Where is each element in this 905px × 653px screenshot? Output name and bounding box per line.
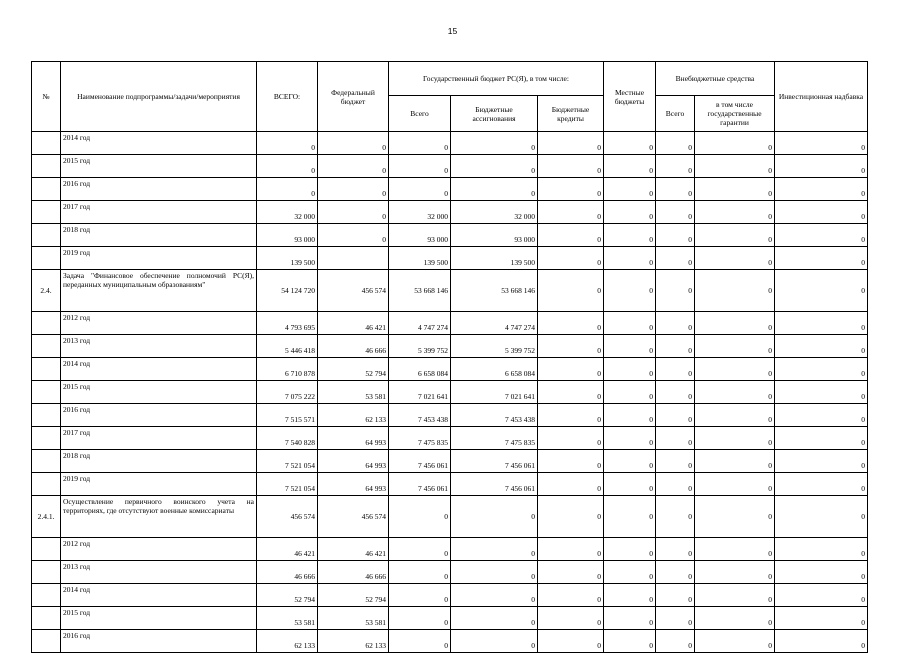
cell-state-credit: 0 — [538, 450, 604, 473]
cell-state-assign: 4 747 274 — [451, 312, 538, 335]
cell-extra-guar: 0 — [695, 607, 775, 630]
cell-local: 0 — [604, 381, 656, 404]
cell-total: 7 515 571 — [257, 404, 318, 427]
cell-total: 46 666 — [257, 561, 318, 584]
row-name-cell: 2012 год — [61, 538, 257, 561]
cell-state-credit: 0 — [538, 427, 604, 450]
cell-state-all: 0 — [389, 178, 451, 201]
cell-state-assign: 0 — [451, 132, 538, 155]
page-number: 15 — [447, 26, 458, 36]
cell-extra-all: 0 — [656, 270, 695, 312]
cell-extra-all: 0 — [656, 381, 695, 404]
table-row — [32, 132, 868, 155]
row-name-cell: 2019 год — [61, 473, 257, 496]
header-extra-all: Всего — [656, 96, 695, 132]
cell-extra-all: 0 — [656, 224, 695, 247]
cell-federal: 0 — [318, 201, 389, 224]
cell-state-credit: 0 — [538, 630, 604, 653]
cell-local: 0 — [604, 358, 656, 381]
cell-federal: 52 794 — [318, 584, 389, 607]
table-row — [32, 561, 868, 584]
cell-state-assign: 0 — [451, 561, 538, 584]
cell-total: 6 710 878 — [257, 358, 318, 381]
table-row — [32, 607, 868, 630]
cell-federal: 46 421 — [318, 312, 389, 335]
cell-state-credit: 0 — [538, 404, 604, 427]
cell-total: 93 000 — [257, 224, 318, 247]
cell-state-credit: 0 — [538, 224, 604, 247]
cell-federal: 46 666 — [318, 335, 389, 358]
cell-total: 7 540 828 — [257, 427, 318, 450]
cell-total: 7 075 222 — [257, 381, 318, 404]
cell-federal: 46 421 — [318, 538, 389, 561]
cell-state-credit: 0 — [538, 335, 604, 358]
cell-state-assign: 6 658 084 — [451, 358, 538, 381]
cell-state-credit: 0 — [538, 561, 604, 584]
header-extra-group: Внебюджетные средства — [656, 62, 775, 96]
cell-state-credit: 0 — [538, 538, 604, 561]
cell-local: 0 — [604, 155, 656, 178]
cell-state-all: 0 — [389, 538, 451, 561]
cell-invest: 0 — [775, 427, 868, 450]
row-name-cell: 2015 год — [61, 607, 257, 630]
table-row — [32, 247, 868, 270]
cell-extra-guar: 0 — [695, 335, 775, 358]
cell-state-assign: 0 — [451, 155, 538, 178]
cell-total: 54 124 720 — [257, 270, 318, 312]
header-local: Местные бюджеты — [604, 62, 656, 132]
row-number-cell — [32, 335, 61, 358]
row-number-cell — [32, 404, 61, 427]
cell-state-all: 53 668 146 — [389, 270, 451, 312]
row-name-cell: 2015 год — [61, 155, 257, 178]
cell-state-assign: 139 500 — [451, 247, 538, 270]
cell-invest: 0 — [775, 584, 868, 607]
cell-total: 7 521 054 — [257, 473, 318, 496]
cell-local: 0 — [604, 224, 656, 247]
cell-federal: 456 574 — [318, 496, 389, 538]
cell-total: 62 133 — [257, 630, 318, 653]
table-row — [32, 404, 868, 427]
cell-extra-guar: 0 — [695, 178, 775, 201]
cell-federal: 456 574 — [318, 270, 389, 312]
table-row — [32, 381, 868, 404]
cell-invest: 0 — [775, 335, 868, 358]
cell-state-credit: 0 — [538, 201, 604, 224]
header-state-group: Государственный бюджет РС(Я), в том числе: — [389, 62, 604, 96]
cell-local: 0 — [604, 178, 656, 201]
cell-local: 0 — [604, 450, 656, 473]
table-row — [32, 427, 868, 450]
cell-total: 53 581 — [257, 607, 318, 630]
cell-local: 0 — [604, 538, 656, 561]
cell-state-credit: 0 — [538, 270, 604, 312]
table-row — [32, 312, 868, 335]
cell-federal: 64 993 — [318, 450, 389, 473]
cell-total: 46 421 — [257, 538, 318, 561]
cell-extra-all: 0 — [656, 358, 695, 381]
cell-extra-all: 0 — [656, 132, 695, 155]
cell-state-credit: 0 — [538, 312, 604, 335]
cell-state-credit: 0 — [538, 607, 604, 630]
cell-state-all: 6 658 084 — [389, 358, 451, 381]
cell-invest: 0 — [775, 178, 868, 201]
cell-total: 0 — [257, 178, 318, 201]
cell-state-all: 7 456 061 — [389, 473, 451, 496]
cell-extra-guar: 0 — [695, 358, 775, 381]
table-row — [32, 473, 868, 496]
table-row — [32, 335, 868, 358]
cell-federal — [318, 247, 389, 270]
cell-extra-guar: 0 — [695, 270, 775, 312]
cell-state-credit: 0 — [538, 381, 604, 404]
table-row — [32, 155, 868, 178]
row-name-cell: 2017 год — [61, 427, 257, 450]
cell-extra-all: 0 — [656, 178, 695, 201]
cell-extra-all: 0 — [656, 404, 695, 427]
cell-total: 5 446 418 — [257, 335, 318, 358]
cell-total: 52 794 — [257, 584, 318, 607]
cell-state-assign: 7 453 438 — [451, 404, 538, 427]
cell-extra-guar: 0 — [695, 312, 775, 335]
cell-extra-all: 0 — [656, 312, 695, 335]
cell-state-assign: 7 475 835 — [451, 427, 538, 450]
cell-extra-guar: 0 — [695, 630, 775, 653]
table-body — [32, 132, 868, 653]
table-row — [32, 584, 868, 607]
header-name: Наименование подпрограммы/задачи/мероприятия — [61, 62, 257, 132]
cell-state-all: 32 000 — [389, 201, 451, 224]
cell-extra-guar: 0 — [695, 381, 775, 404]
cell-total: 0 — [257, 132, 318, 155]
cell-extra-all: 0 — [656, 496, 695, 538]
header-no: № — [32, 62, 61, 132]
cell-extra-all: 0 — [656, 584, 695, 607]
cell-invest: 0 — [775, 247, 868, 270]
cell-invest: 0 — [775, 473, 868, 496]
cell-local: 0 — [604, 132, 656, 155]
cell-state-assign: 0 — [451, 584, 538, 607]
cell-invest: 0 — [775, 496, 868, 538]
cell-state-all: 7 456 061 — [389, 450, 451, 473]
table-header — [32, 62, 868, 132]
cell-state-assign: 0 — [451, 607, 538, 630]
row-name-cell: 2018 год — [61, 450, 257, 473]
header-state-all: Всего — [389, 96, 451, 132]
row-number-cell — [32, 132, 61, 155]
cell-state-assign: 0 — [451, 630, 538, 653]
cell-federal: 62 133 — [318, 404, 389, 427]
cell-federal: 46 666 — [318, 561, 389, 584]
cell-extra-all: 0 — [656, 335, 695, 358]
cell-state-all: 0 — [389, 630, 451, 653]
header-total: ВСЕГО: — [257, 62, 318, 132]
row-number-cell: 2.4.1. — [32, 496, 61, 538]
cell-extra-all: 0 — [656, 607, 695, 630]
header-extra-guar: в том числе государственные гарантии — [695, 96, 775, 132]
cell-extra-guar: 0 — [695, 561, 775, 584]
row-number-cell — [32, 630, 61, 653]
cell-extra-guar: 0 — [695, 584, 775, 607]
row-number-cell — [32, 607, 61, 630]
cell-federal: 52 794 — [318, 358, 389, 381]
cell-extra-all: 0 — [656, 473, 695, 496]
row-name-cell: 2013 год — [61, 561, 257, 584]
budget-table — [31, 61, 868, 653]
cell-local: 0 — [604, 427, 656, 450]
cell-invest: 0 — [775, 224, 868, 247]
cell-extra-all: 0 — [656, 630, 695, 653]
cell-federal: 0 — [318, 132, 389, 155]
cell-extra-guar: 0 — [695, 201, 775, 224]
cell-state-credit: 0 — [538, 496, 604, 538]
cell-extra-all: 0 — [656, 247, 695, 270]
row-name-cell: 2014 год — [61, 132, 257, 155]
cell-total: 139 500 — [257, 247, 318, 270]
cell-state-credit: 0 — [538, 155, 604, 178]
cell-state-all: 7 021 641 — [389, 381, 451, 404]
table-row — [32, 224, 868, 247]
cell-federal: 0 — [318, 155, 389, 178]
row-name-cell: Задача "Финансовое обеспечение полномочий РС(Я), переданных муниципальным образованиям" — [61, 270, 257, 312]
row-name-cell: 2014 год — [61, 584, 257, 607]
row-name-cell: 2017 год — [61, 201, 257, 224]
row-number-cell — [32, 538, 61, 561]
row-number-cell — [32, 584, 61, 607]
row-name-cell: 2016 год — [61, 404, 257, 427]
cell-extra-all: 0 — [656, 155, 695, 178]
cell-extra-guar: 0 — [695, 404, 775, 427]
cell-invest: 0 — [775, 155, 868, 178]
cell-extra-guar: 0 — [695, 538, 775, 561]
cell-federal: 53 581 — [318, 607, 389, 630]
cell-state-credit: 0 — [538, 584, 604, 607]
table-row — [32, 450, 868, 473]
cell-state-credit: 0 — [538, 132, 604, 155]
header-invest: Инвестиционная надбавка — [775, 62, 868, 132]
cell-invest: 0 — [775, 201, 868, 224]
cell-federal: 64 993 — [318, 473, 389, 496]
header-state-credit: Бюджетные кредиты — [538, 96, 604, 132]
cell-federal: 0 — [318, 178, 389, 201]
cell-extra-guar: 0 — [695, 224, 775, 247]
cell-invest: 0 — [775, 561, 868, 584]
cell-federal: 0 — [318, 224, 389, 247]
table-row — [32, 358, 868, 381]
row-number-cell — [32, 561, 61, 584]
row-number-cell — [32, 450, 61, 473]
cell-state-all: 0 — [389, 496, 451, 538]
row-name-cell: 2016 год — [61, 178, 257, 201]
cell-local: 0 — [604, 404, 656, 427]
cell-state-assign: 32 000 — [451, 201, 538, 224]
row-name-cell: 2019 год — [61, 247, 257, 270]
row-number-cell — [32, 358, 61, 381]
cell-federal: 64 993 — [318, 427, 389, 450]
row-number-cell — [32, 201, 61, 224]
row-number-cell — [32, 178, 61, 201]
row-name-cell: 2015 год — [61, 381, 257, 404]
cell-invest: 0 — [775, 450, 868, 473]
cell-state-all: 93 000 — [389, 224, 451, 247]
cell-state-all: 139 500 — [389, 247, 451, 270]
table-row — [32, 178, 868, 201]
row-name-cell: Осуществление первичного воинского учета на территориях, где отсутствуют военные комиссариаты — [61, 496, 257, 538]
cell-extra-guar: 0 — [695, 450, 775, 473]
cell-state-assign: 7 021 641 — [451, 381, 538, 404]
cell-state-all: 0 — [389, 607, 451, 630]
row-number-cell — [32, 224, 61, 247]
table-row — [32, 538, 868, 561]
row-name-cell: 2014 год — [61, 358, 257, 381]
cell-state-assign: 0 — [451, 178, 538, 201]
cell-state-credit: 0 — [538, 473, 604, 496]
row-name-cell: 2013 год — [61, 335, 257, 358]
cell-invest: 0 — [775, 132, 868, 155]
cell-total: 4 793 695 — [257, 312, 318, 335]
header-state-assign: Бюджетные ассигнования — [451, 96, 538, 132]
cell-invest: 0 — [775, 404, 868, 427]
cell-local: 0 — [604, 630, 656, 653]
cell-state-assign: 93 000 — [451, 224, 538, 247]
cell-extra-guar: 0 — [695, 155, 775, 178]
cell-local: 0 — [604, 496, 656, 538]
cell-invest: 0 — [775, 381, 868, 404]
cell-extra-all: 0 — [656, 450, 695, 473]
row-number-cell — [32, 427, 61, 450]
table-row — [32, 201, 868, 224]
cell-federal: 62 133 — [318, 630, 389, 653]
cell-invest: 0 — [775, 538, 868, 561]
cell-extra-guar: 0 — [695, 247, 775, 270]
cell-state-all: 0 — [389, 155, 451, 178]
cell-extra-guar: 0 — [695, 132, 775, 155]
cell-total: 7 521 054 — [257, 450, 318, 473]
cell-extra-guar: 0 — [695, 473, 775, 496]
cell-state-assign: 0 — [451, 496, 538, 538]
cell-local: 0 — [604, 473, 656, 496]
cell-state-all: 7 453 438 — [389, 404, 451, 427]
cell-state-credit: 0 — [538, 247, 604, 270]
cell-extra-guar: 0 — [695, 496, 775, 538]
row-number-cell — [32, 473, 61, 496]
row-name-cell: 2016 год — [61, 630, 257, 653]
cell-state-credit: 0 — [538, 358, 604, 381]
cell-local: 0 — [604, 270, 656, 312]
row-number-cell — [32, 155, 61, 178]
cell-invest: 0 — [775, 607, 868, 630]
cell-state-all: 4 747 274 — [389, 312, 451, 335]
cell-extra-all: 0 — [656, 538, 695, 561]
cell-total: 456 574 — [257, 496, 318, 538]
cell-state-all: 0 — [389, 584, 451, 607]
cell-extra-all: 0 — [656, 561, 695, 584]
table-row — [32, 496, 868, 538]
cell-extra-all: 0 — [656, 201, 695, 224]
cell-invest: 0 — [775, 270, 868, 312]
cell-total: 0 — [257, 155, 318, 178]
cell-local: 0 — [604, 201, 656, 224]
cell-extra-all: 0 — [656, 427, 695, 450]
row-number-cell — [32, 247, 61, 270]
header-federal: Федеральный бюджет — [318, 62, 389, 132]
table-row — [32, 270, 868, 312]
cell-state-all: 5 399 752 — [389, 335, 451, 358]
cell-local: 0 — [604, 312, 656, 335]
row-name-cell: 2012 год — [61, 312, 257, 335]
cell-local: 0 — [604, 607, 656, 630]
cell-invest: 0 — [775, 358, 868, 381]
cell-invest: 0 — [775, 312, 868, 335]
cell-state-assign: 0 — [451, 538, 538, 561]
cell-local: 0 — [604, 247, 656, 270]
cell-invest: 0 — [775, 630, 868, 653]
row-name-cell: 2018 год — [61, 224, 257, 247]
cell-state-assign: 53 668 146 — [451, 270, 538, 312]
cell-state-credit: 0 — [538, 178, 604, 201]
cell-state-all: 0 — [389, 561, 451, 584]
cell-total: 32 000 — [257, 201, 318, 224]
row-number-cell: 2.4. — [32, 270, 61, 312]
cell-state-all: 0 — [389, 132, 451, 155]
row-number-cell — [32, 381, 61, 404]
table-row — [32, 630, 868, 653]
cell-state-assign: 7 456 061 — [451, 473, 538, 496]
cell-extra-guar: 0 — [695, 427, 775, 450]
row-number-cell — [32, 312, 61, 335]
cell-local: 0 — [604, 335, 656, 358]
cell-state-all: 7 475 835 — [389, 427, 451, 450]
cell-local: 0 — [604, 561, 656, 584]
cell-federal: 53 581 — [318, 381, 389, 404]
cell-state-assign: 7 456 061 — [451, 450, 538, 473]
cell-local: 0 — [604, 584, 656, 607]
cell-state-assign: 5 399 752 — [451, 335, 538, 358]
